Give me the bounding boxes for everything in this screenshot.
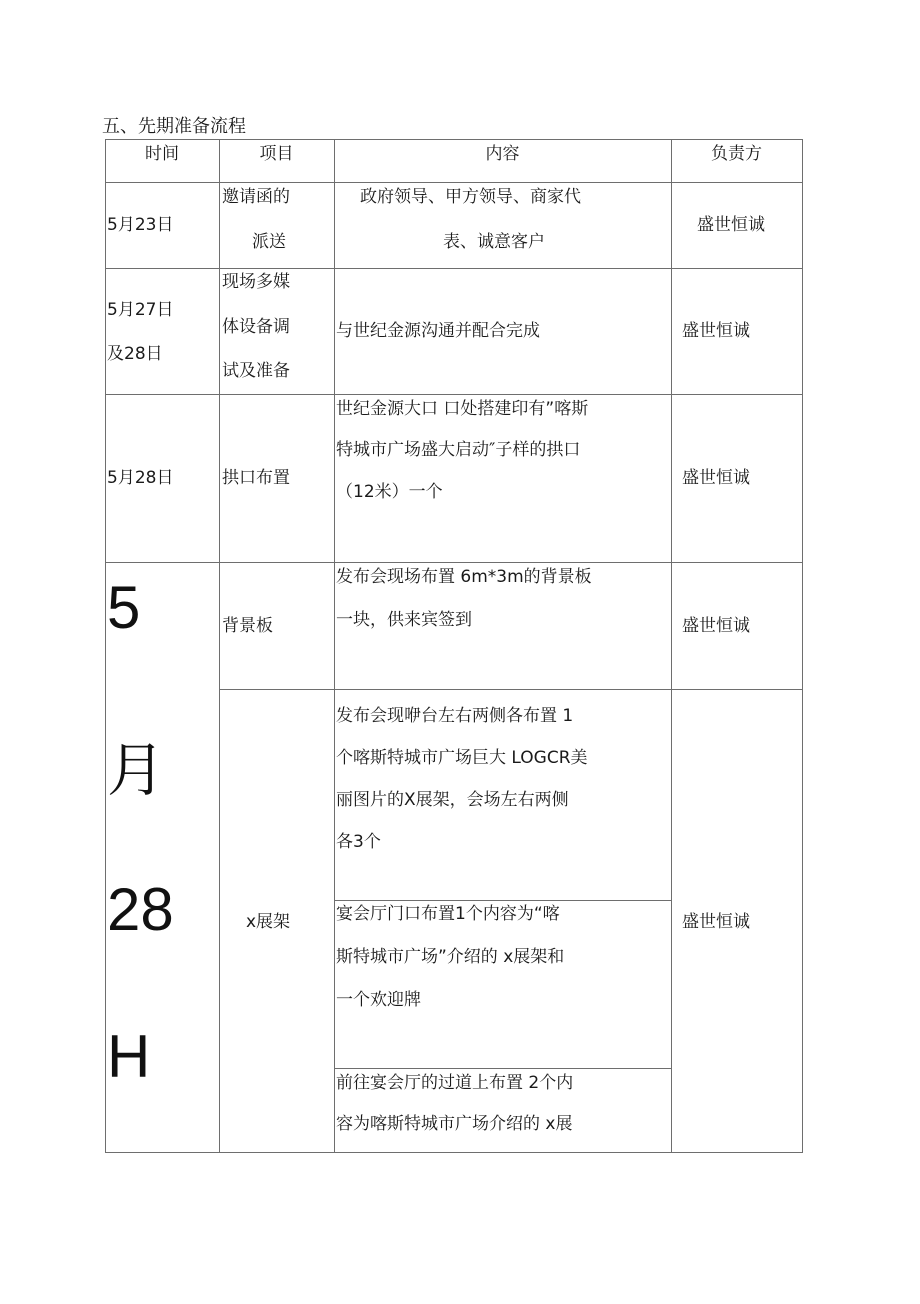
- row-owner: 盛世恒诚: [682, 468, 750, 488]
- merged-date-month: 月: [107, 736, 166, 804]
- row-divider: [105, 268, 802, 269]
- row-item: 背景板: [222, 616, 273, 636]
- row-divider: [219, 689, 802, 690]
- row-content: 与世纪金源沟通并配合完成: [336, 321, 540, 341]
- column-header-item: 项目: [259, 144, 294, 164]
- row-content: 特城市广场盛大启动″子样的拱口: [336, 440, 581, 460]
- column-divider: [671, 139, 672, 1153]
- row-item: 现场多媒: [222, 272, 290, 292]
- header-divider: [105, 182, 802, 183]
- row-item: 体设备调: [222, 317, 290, 337]
- column-divider: [219, 139, 220, 1153]
- row-content: 丽图片的X展架，会场左右两侧: [336, 790, 569, 810]
- column-header-content: 内容: [485, 144, 520, 164]
- row-content: 发布会现咿台左右两侧各布置 1: [336, 706, 574, 726]
- row-divider: [105, 394, 802, 395]
- row-item: 试及准备: [222, 361, 290, 381]
- row-content: 前往宴会厅的过道上布置 2个内: [336, 1073, 574, 1093]
- row-content: 政府领导、甲方领导、商家代: [360, 187, 581, 207]
- row-content: 世纪金源大口 口处搭建印有”喀斯: [336, 399, 589, 419]
- row-owner: 盛世恒诚: [697, 215, 765, 235]
- section-heading: 五、先期准备流程: [102, 116, 246, 137]
- row-content: 各3个: [336, 832, 381, 852]
- row-time: 5月23日: [107, 215, 174, 235]
- column-header-time: 时间: [145, 144, 179, 164]
- table-border-top: [105, 139, 802, 140]
- column-header-owner: 负责方: [711, 144, 762, 164]
- row-owner: 盛世恒诚: [682, 321, 750, 341]
- row-time: 5月27日: [107, 300, 174, 320]
- column-divider: [334, 139, 335, 1153]
- row-content: 斯特城市广场”介绍的 x展架和: [336, 947, 565, 967]
- table-border-bottom: [105, 1152, 802, 1153]
- content-sub-divider: [334, 1068, 671, 1069]
- row-owner: 盛世恒诚: [682, 616, 750, 636]
- table-border-left: [105, 139, 106, 1153]
- row-item: 邀请函的: [222, 187, 290, 207]
- merged-date-digit: 5: [107, 574, 141, 641]
- row-item: 派送: [252, 232, 286, 252]
- row-content: （12米）一个: [336, 482, 443, 502]
- row-divider: [105, 562, 802, 563]
- row-content: 一块，供来宾签到: [336, 610, 472, 630]
- row-item: 拱口布置: [222, 468, 290, 488]
- row-content: 个喀斯特城市广场巨大 LOGCR美: [336, 748, 588, 768]
- merged-date-day: 28: [107, 876, 174, 943]
- row-owner: 盛世恒诚: [682, 912, 750, 932]
- row-content: 表、诚意客户: [443, 232, 545, 252]
- merged-date-suffix: H: [107, 1023, 151, 1090]
- row-time: 5月28日: [107, 468, 174, 488]
- row-time: 及28日: [107, 344, 163, 364]
- table-border-right: [802, 139, 803, 1153]
- row-content: 发布会现场布置 6m*3m的背景板: [336, 567, 592, 587]
- row-item: x展架: [246, 912, 291, 932]
- row-content: 宴会厅门口布置1个内容为“喀: [336, 904, 560, 924]
- row-content: 容为喀斯特城市广场介绍的 x展: [336, 1114, 573, 1134]
- content-sub-divider: [334, 900, 671, 901]
- row-content: 一个欢迎牌: [336, 990, 421, 1010]
